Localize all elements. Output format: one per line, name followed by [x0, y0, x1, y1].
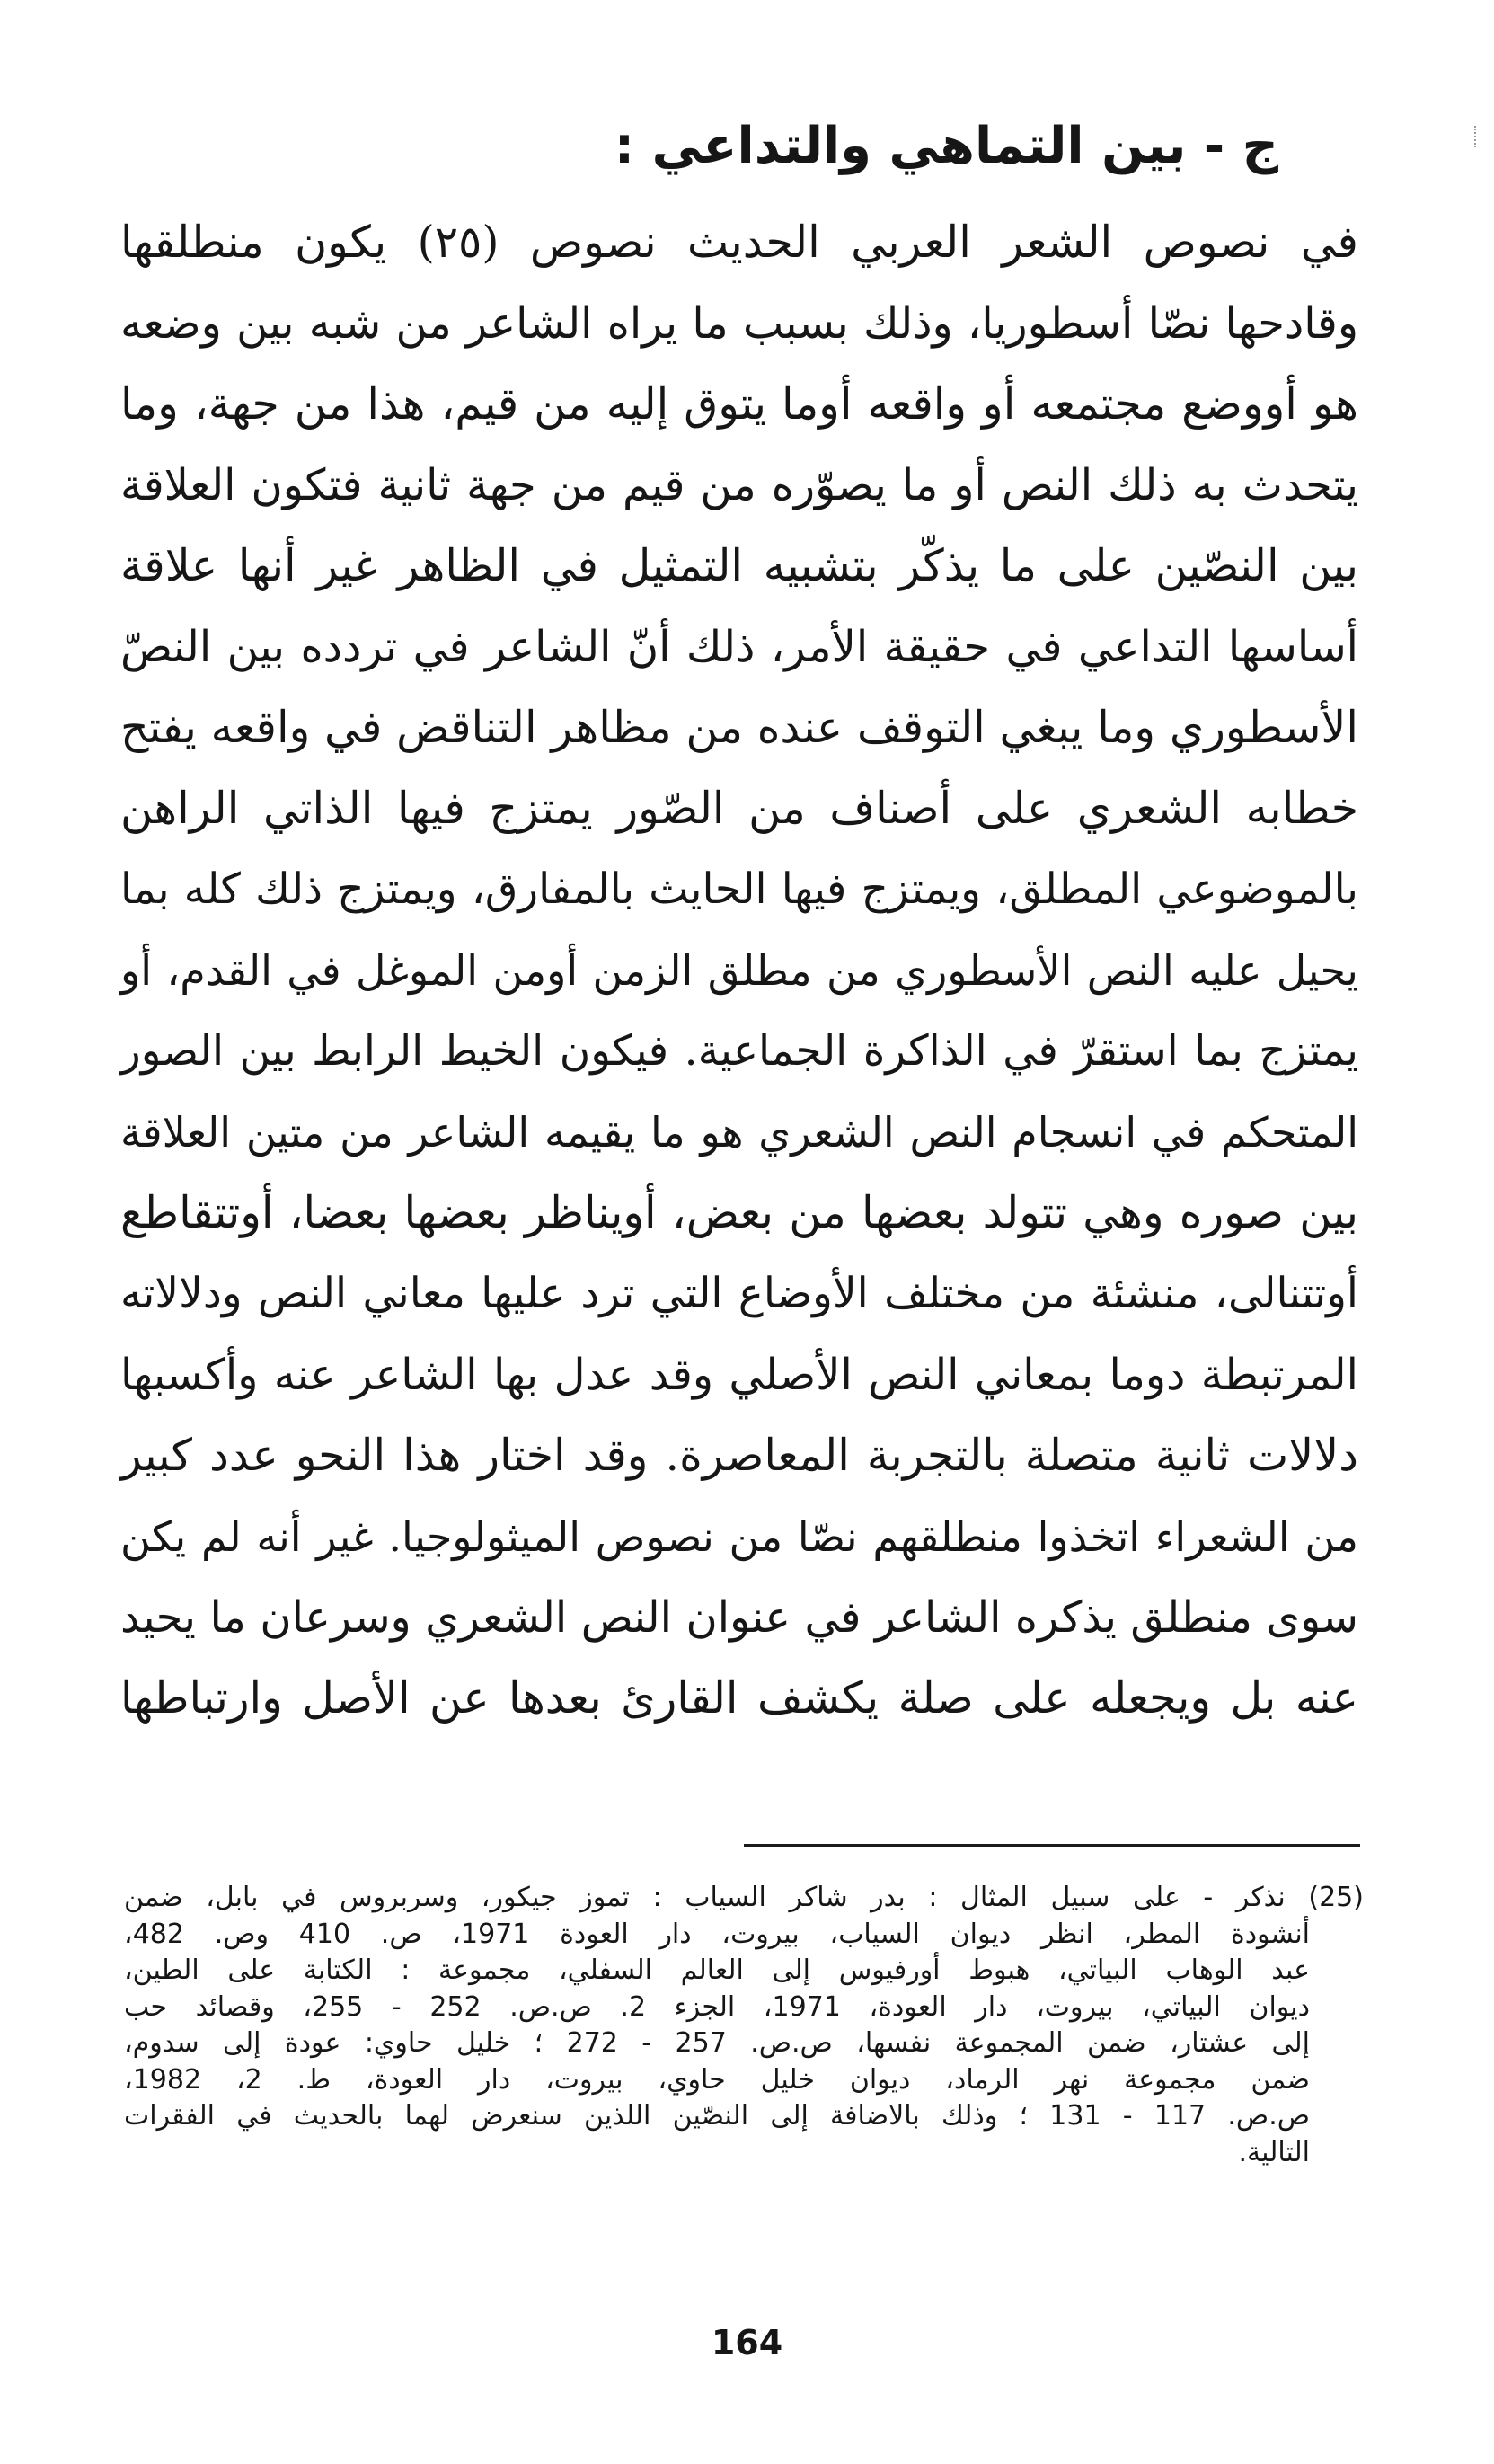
body-line: الأسطوري وما يبغي التوقف عنده من مظاهر التناقض في واقعه يفتح: [120, 702, 1358, 753]
section-heading: ج - بين التماهي والتداعي :: [614, 117, 1278, 175]
margin-speck: [1474, 126, 1481, 147]
body-line: المرتبطة دوما بمعاني النص الأصلي وقد عدل بها الشاعر عنه وأكسبها: [120, 1350, 1358, 1400]
body-line: بين صوره وهي تتولد بعضها من بعض، أويناظر بعضها بعضا، أوتتقاطع: [120, 1187, 1358, 1238]
page-number: 164: [711, 2323, 783, 2362]
footnote-block: [124, 1880, 1364, 2171]
footnote-line: التالية.: [1238, 2136, 1310, 2168]
body-line: يتحدث به ذلك النص أو ما يصوّره من قيم من جهة ثانية فتكون العلاقة: [120, 460, 1358, 510]
body-line: بالموضوعي المطلق، ويمتزج فيها الحايث بالمفارق، ويمتزج ذلك كله بما: [120, 864, 1358, 914]
footnote-line: ص.ص. 117 - 131 ؛ وذلك بالاضافة إلى النصّين اللذين سنعرض لهما بالحديث في الفقرات: [124, 2100, 1311, 2132]
footnote-line: إلى عشتار، ضمن المجموعة نفسها، ص.ص. 257 - 272 ؛ خليل حاوي: عودة إلى سدوم،: [124, 2027, 1310, 2059]
body-line: بين النصّين على ما يذكّر بتشبيه التمثيل في الظاهر غير أنها علاقة: [120, 540, 1358, 591]
body-line: في نصوص الشعر العربي الحديث نصوص (٢٥) يكون منطلقها: [120, 217, 1358, 268]
body-line: يحيل عليه النص الأسطوري من مطلق الزمن أومن الموغل في القدم، أو: [120, 946, 1358, 995]
footnote-divider: [744, 1844, 1360, 1847]
footnote-line: أنشودة المطر، انظر ديوان السياب، بيروت، دار العودة 1971، ص. 410 وص. 482،: [124, 1918, 1311, 1950]
body-line: يمتزج بما استقرّ في الذاكرة الجماعية. فيكون الخيط الرابط بين الصور: [120, 1026, 1358, 1076]
footnote-line: ضمن مجموعة نهر الرماد، ديوان خليل حاوي، بيروت، دار العودة، ط. 2، 1982،: [124, 2063, 1310, 2096]
body-paragraph: [120, 202, 1358, 1739]
body-line: وقادحها نصّا أسطوريا، وذلك بسبب ما يراه الشاعر من شبه بين وضعه: [120, 298, 1358, 349]
body-line: هو أووضع مجتمعه أو واقعه أوما يتوق إليه من قيم، هذا من جهة، وما: [120, 378, 1358, 430]
footnote-line: (25) نذكر - على سبيل المثال : بدر شاكر السياب : تموز جيكور، وسربروس في بابل، ضمن: [124, 1882, 1364, 1913]
body-line: من الشعراء اتخذوا منطلقهم نصّا من نصوص الميثولوجيا. غير أنه لم يكن: [120, 1512, 1358, 1561]
footnote-line: ديوان البياتي، بيروت، دار العودة، 1971، الجزء 2. ص.ص. 252 - 255، وقصائد حب: [124, 1990, 1310, 2023]
body-line: دلالات ثانية متصلة بالتجربة المعاصرة. وقد اختار هذا النحو عدد كبير: [120, 1430, 1358, 1481]
footnote-line: عبد الوهاب البياتي، هبوط أورفيوس إلى العالم السفلي، مجموعة : الكتابة على الطين،: [124, 1954, 1310, 1986]
body-line: سوى منطلق يذكره الشاعر في عنوان النص الشعري وسرعان ما يحيد: [120, 1592, 1359, 1643]
body-line: عنه بل ويجعله على صلة يكشف القارئ بعدها عن الأصل وارتباطها: [120, 1672, 1358, 1724]
body-line: المتحكم في انسجام النص الشعري هو ما يقيمه الشاعر من متين العلاقة: [120, 1108, 1358, 1157]
body-line: خطابه الشعري على أصناف من الصّور يمتزج فيها الذاتي الراهن: [120, 783, 1358, 834]
body-line: أوتتنالى، منشئة من مختلف الأوضاع التي ترد عليها معاني النص ودلالاته: [120, 1269, 1358, 1318]
body-line: أساسها التداعي في حقيقة الأمر، ذلك أنّ الشاعر في تردده بين النصّ: [120, 622, 1358, 672]
